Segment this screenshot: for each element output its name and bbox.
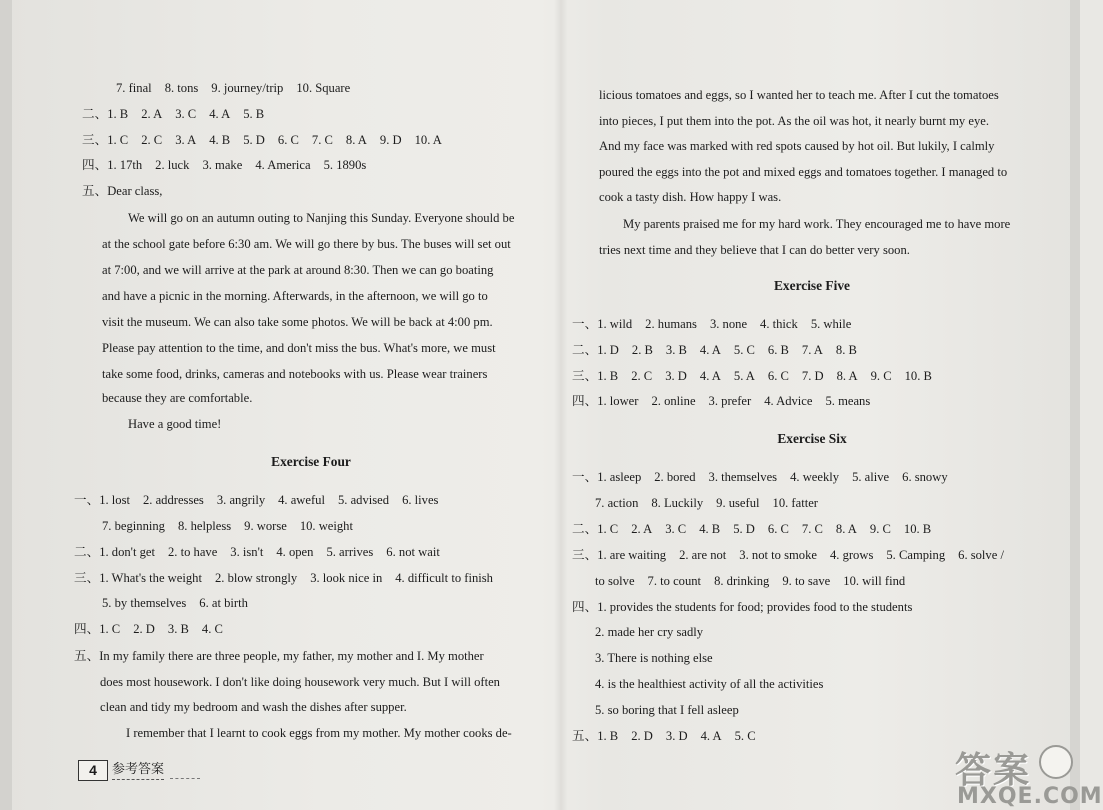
answer-item: 6. solve / <box>958 548 1004 562</box>
answer-item: 1. B <box>597 369 619 383</box>
answer-item: 2. C <box>141 133 163 147</box>
section-marker: 三、 <box>82 133 108 147</box>
answer-item: 1. asleep <box>597 470 642 484</box>
answer-item: 3. C <box>175 107 197 121</box>
letter-closing: Have a good time! <box>128 417 222 431</box>
essay-line: poured the eggs into the pot and mixed eggs and tomatoes together. I managed to <box>599 165 1008 179</box>
letter-line: take some food, drinks, cameras and notebooks with us. Please wear trainers <box>102 367 488 381</box>
answer-item: 2. are not <box>679 548 727 562</box>
answer-item: 3. look nice in <box>310 571 383 585</box>
answer-item: 1. B <box>107 107 129 121</box>
essay-line: I remember that I learnt to cook eggs from my mother. My mother cooks de- <box>126 726 512 740</box>
essay-line: licious tomatoes and eggs, so I wanted her to teach me. After I cut the tomatoes <box>599 88 999 102</box>
answer-item: 1. wild <box>597 317 633 331</box>
answer-line <box>74 544 440 560</box>
answer-item: 3. D <box>665 729 688 743</box>
answer-item: 10. B <box>904 369 932 383</box>
answer-item: 3. B <box>167 622 189 636</box>
answer-line <box>102 518 353 534</box>
answer-line: 4. is the healthiest activity of all the activities <box>595 677 824 691</box>
answer-item: 9. C <box>869 522 891 536</box>
answer-item: 1. C <box>99 622 121 636</box>
answer-item: 4. A <box>699 343 721 357</box>
answer-item: 4. open <box>276 545 314 559</box>
answer-item: 2. C <box>631 369 653 383</box>
answer-item: 9. worse <box>244 519 287 533</box>
answer-item: 3. D <box>665 369 687 383</box>
answer-item: 4. A <box>209 107 231 121</box>
answer-item: 7. C <box>801 522 823 536</box>
exercise-four-title: Exercise Four <box>271 454 351 469</box>
answer-item: 2. D <box>631 729 653 743</box>
answer-item: 5. B <box>243 107 265 121</box>
section-marker: 二、 <box>572 522 598 536</box>
answer-item: 1. don't get <box>99 545 155 559</box>
answer-line <box>595 495 818 511</box>
answer-item: 6. snowy <box>902 470 948 484</box>
answer-line <box>82 157 366 173</box>
answer-item: 9. useful <box>716 496 760 510</box>
section-marker: 五、 <box>82 184 108 198</box>
answer-line <box>572 469 948 485</box>
watermark-url: MXQE.COM <box>957 784 1103 809</box>
answer-item: 2. humans <box>645 317 697 331</box>
answer-item: 6. C <box>767 522 789 536</box>
section-marker: 一、 <box>572 317 598 331</box>
answer-item: 4. America <box>255 158 311 172</box>
answer-line <box>82 106 264 122</box>
answer-item: 5. C <box>734 729 756 743</box>
answer-item: 2. bored <box>654 470 696 484</box>
section-marker: 五、 <box>74 649 100 663</box>
answer-item: 6. not wait <box>386 545 440 559</box>
essay-line: And my face was marked with red spots caused by hot oil. But lukily, I calmly <box>599 139 995 153</box>
answer-item: 6. C <box>277 133 299 147</box>
letter-line: visit the museum. We can also take some photos. We will be back at 4:00 pm. <box>102 315 493 329</box>
answer-line <box>74 492 438 508</box>
answer-item: 5. 1890s <box>323 158 367 172</box>
section-marker: 二、 <box>572 343 598 357</box>
letter-line: at 7:00, and we will arrive at the park at around 8:30. Then we can go boating <box>102 263 494 277</box>
answer-line <box>82 132 442 148</box>
answer-item: 4. Advice <box>764 394 813 408</box>
essay-line <box>74 648 484 664</box>
answer-item: 1. C <box>107 133 129 147</box>
answer-item: 5. while <box>810 317 852 331</box>
answer-item: 8. B <box>835 343 857 357</box>
answer-item: 8. A <box>345 133 367 147</box>
answer-item: 7. final <box>116 81 152 95</box>
answer-item: 1. What's the weight <box>99 571 202 585</box>
answer-item: 7. beginning <box>102 519 165 533</box>
watermark <box>955 742 1103 810</box>
answer-item: 4. C <box>201 622 223 636</box>
answer-item: 7. to count <box>647 574 702 588</box>
answer-item: 8. A <box>836 369 858 383</box>
answer-line <box>572 547 1004 563</box>
answer-line: 5. so boring that I fell asleep <box>595 703 739 717</box>
answer-item: 5. C <box>733 343 755 357</box>
essay-line: cook a tasty dish. How happy I was. <box>599 190 782 204</box>
answer-item: 3. A <box>175 133 197 147</box>
answer-item: 7. C <box>311 133 333 147</box>
salutation-text: Dear class, <box>107 184 163 198</box>
answer-item: 4. difficult to finish <box>395 571 493 585</box>
answer-item: 1. lower <box>597 394 639 408</box>
section-marker: 三、 <box>572 369 598 383</box>
answer-item: 3. C <box>665 522 687 536</box>
answer-item: 6. B <box>767 343 789 357</box>
answer-line: 3. There is nothing else <box>595 651 713 665</box>
answer-item: 3. prefer <box>708 394 752 408</box>
answer-line <box>572 342 857 358</box>
answer-line <box>572 728 756 744</box>
letter-line: at the school gate before 6:30 am. We will go there by bus. The buses will set out <box>102 237 511 251</box>
answer-item: 3. themselves <box>708 470 778 484</box>
letter-line: and have a picnic in the morning. Afterwards, in the afternoon, we will go to <box>102 289 488 303</box>
answer-item: 5. A <box>733 369 755 383</box>
answer-item: 2. blow strongly <box>214 571 298 585</box>
answer-item: 6. lives <box>402 493 439 507</box>
answer-item: 10. A <box>414 133 442 147</box>
answer-item: 5. arrives <box>326 545 374 559</box>
answer-item: 2. to have <box>167 545 218 559</box>
answer-line: 2. made her cry sadly <box>595 625 704 639</box>
answer-item: 4. A <box>700 729 722 743</box>
watermark-circle-icon <box>1039 745 1073 779</box>
answer-item: 4. A <box>699 369 721 383</box>
answer-item: 1. B <box>597 729 619 743</box>
answer-item: 5. D <box>243 133 265 147</box>
answer-item: 10. weight <box>299 519 353 533</box>
answer-item: 2. D <box>133 622 155 636</box>
exercise-six-title: Exercise Six <box>777 431 847 446</box>
answer-item: 9. journey/trip <box>211 81 284 95</box>
letter-line: because they are comfortable. <box>102 391 253 405</box>
page-edge-right <box>1070 0 1080 810</box>
page-number: 4 <box>78 760 108 781</box>
answer-item: 8. tons <box>164 81 199 95</box>
letter-line: We will go on an autumn outing to Nanjing this Sunday. Everyone should be <box>128 211 515 225</box>
essay-line: tries next time and they believe that I can do better very soon. <box>599 243 910 257</box>
section-marker: 二、 <box>74 545 100 559</box>
answer-item: 4. grows <box>829 548 874 562</box>
answer-item: 5. D <box>733 522 755 536</box>
answer-item: 5. alive <box>852 470 890 484</box>
essay-line: My parents praised me for my hard work. They encouraged me to have more <box>623 217 1011 231</box>
answer-item: 2. A <box>141 107 163 121</box>
answer-item: 2. online <box>651 394 696 408</box>
essay-line: clean and tidy my bedroom and wash the dishes after supper. <box>100 700 407 714</box>
section-marker: 二、 <box>82 107 108 121</box>
answer-item: 4. B <box>699 522 721 536</box>
answer-line <box>572 521 931 537</box>
answer-line <box>572 393 870 409</box>
letter-salutation <box>82 183 162 199</box>
answer-item: 3. none <box>709 317 748 331</box>
section-marker: 一、 <box>572 470 598 484</box>
answer-item: 1. 17th <box>107 158 143 172</box>
answer-item: 5. means <box>825 394 871 408</box>
section-marker: 三、 <box>572 548 598 562</box>
answer-item: 4. B <box>209 133 231 147</box>
footer-label: 参考答案 <box>112 760 164 780</box>
answer-line <box>74 621 223 637</box>
answer-item: 3. make <box>202 158 243 172</box>
answer-item: 7. D <box>801 369 824 383</box>
exercise-five-title: Exercise Five <box>774 278 850 293</box>
section-marker: 五、 <box>572 729 598 743</box>
answer-item: to solve <box>595 574 635 588</box>
section-marker: 四、 <box>572 394 598 408</box>
section-marker: 四、 <box>572 600 598 614</box>
answer-item: 8. drinking <box>714 574 770 588</box>
essay-text: In my family there are three people, my father, my mother and I. My mother <box>99 649 484 663</box>
watermark-logo-text: 答案 <box>955 750 1032 791</box>
answer-item: 3. B <box>665 343 687 357</box>
answer-item: 6. C <box>767 369 789 383</box>
section-marker: 四、 <box>82 158 108 172</box>
answer-item: 1. are waiting <box>597 548 667 562</box>
essay-line: does most housework. I don't like doing housework very much. But I will often <box>100 675 500 689</box>
answer-item: 2. B <box>631 343 653 357</box>
answer-line <box>572 316 851 332</box>
answer-item: 4. thick <box>760 317 798 331</box>
answer-item: 10. B <box>903 522 932 536</box>
answer-line <box>116 80 350 96</box>
answer-item: 7. action <box>595 496 639 510</box>
section-marker: 四、 <box>74 622 100 636</box>
answer-item: 9. C <box>870 369 892 383</box>
answer-line <box>572 368 932 384</box>
essay-line: into pieces, I put them into the pot. As the oil was hot, it nearly burnt my eye. <box>599 114 989 128</box>
answer-item: 2. A <box>631 522 653 536</box>
answer-item: 7. A <box>801 343 823 357</box>
answer-item: 1. provides the students for food; provides food to the students <box>597 600 913 614</box>
answer-line <box>595 573 905 589</box>
answer-item: 3. not to smoke <box>739 548 817 562</box>
book-spine <box>554 0 568 810</box>
answer-item: 1. C <box>597 522 619 536</box>
answer-item: 4. weekly <box>790 470 840 484</box>
answer-item: 1. lost <box>99 493 130 507</box>
answer-item: 10. fatter <box>772 496 818 510</box>
answer-item: 2. luck <box>155 158 190 172</box>
page-edge-left <box>0 0 12 810</box>
answer-item: 5. by themselves <box>102 596 187 610</box>
answer-item: 8. A <box>835 522 857 536</box>
answer-item: 3. angrily <box>216 493 266 507</box>
answer-item: 6. at birth <box>199 596 248 610</box>
answer-item: 5. Camping <box>886 548 946 562</box>
letter-line: Please pay attention to the time, and don't miss the bus. What's more, we must <box>102 341 496 355</box>
footer-divider <box>170 778 200 779</box>
answer-item: 10. Square <box>296 81 351 95</box>
answer-item: 5. advised <box>337 493 390 507</box>
answer-item: 8. helpless <box>177 519 232 533</box>
section-marker: 三、 <box>74 571 100 585</box>
section-marker: 一、 <box>74 493 100 507</box>
answer-line <box>572 599 912 615</box>
answer-line <box>102 595 248 611</box>
answer-item: 3. isn't <box>230 545 264 559</box>
answer-line <box>74 570 493 586</box>
answer-item: 1. D <box>597 343 619 357</box>
answer-item: 9. D <box>379 133 402 147</box>
answer-item: 8. Luckily <box>651 496 704 510</box>
answer-item: 10. will find <box>843 574 906 588</box>
answer-item: 2. addresses <box>142 493 204 507</box>
answer-item: 4. aweful <box>278 493 325 507</box>
answer-item: 9. to save <box>782 574 831 588</box>
